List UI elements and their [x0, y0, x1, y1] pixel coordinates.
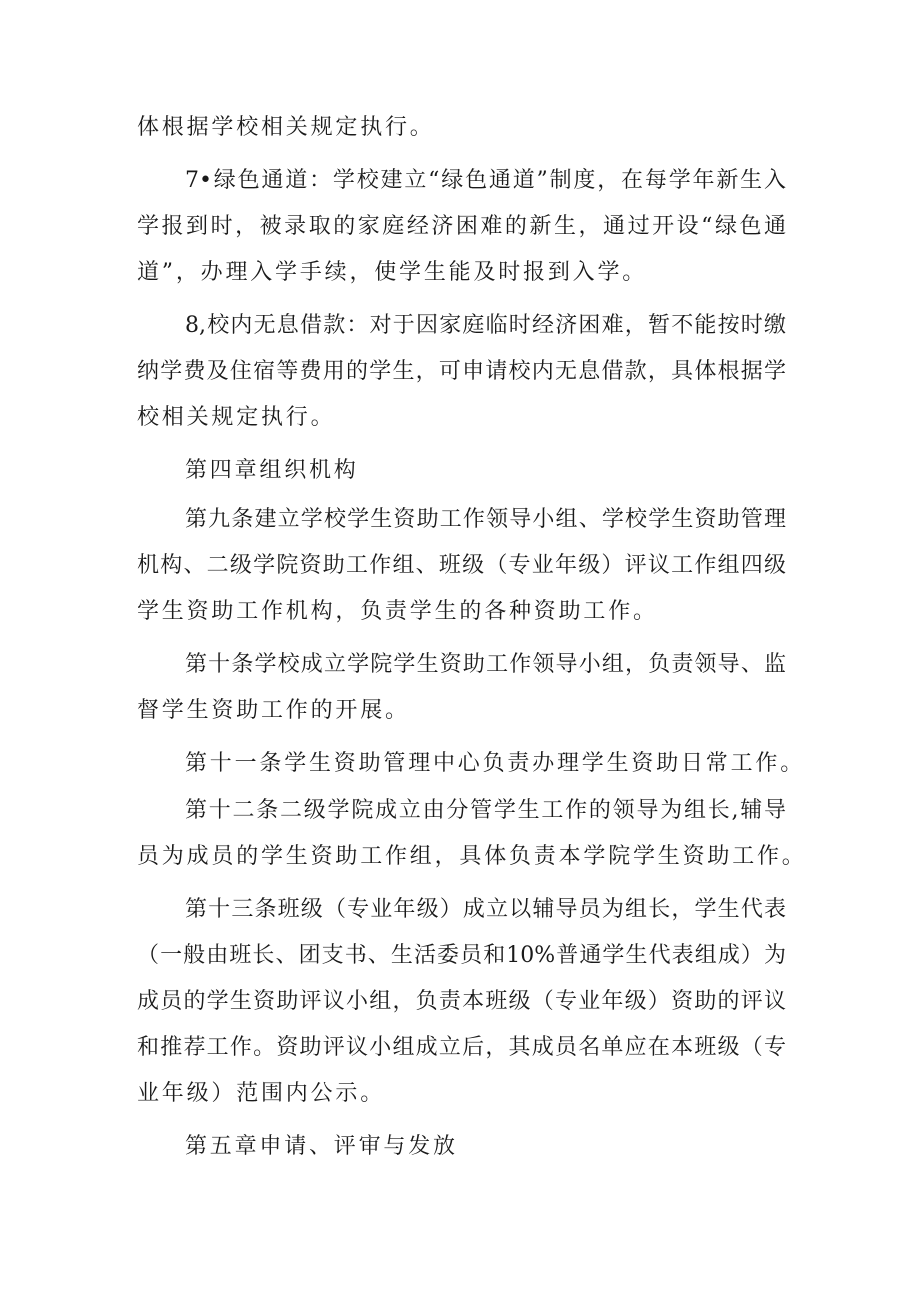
text-line: 道”，办理入学手续，使学生能及时报到入学。 — [137, 260, 648, 285]
text-line: 7•绿色通道：学校建立“绿色通道”制度，在每学年新生入 — [185, 168, 786, 193]
text-line: 第十三条班级（专业年级）成立以辅导员为组长，学生代表 — [185, 897, 786, 922]
text-line: （一般由班长、团支书、生活委员和10%普通学生代表组成）为 — [137, 943, 786, 968]
chapter-heading: 第五章申请、评审与发放 — [185, 1134, 458, 1159]
text-line: 学报到时，被录取的家庭经济困难的新生，通过开设“绿色通 — [137, 214, 786, 239]
text-line: 8,校内无息借款：对于因家庭临时经济困难，暂不能按时缴 — [185, 313, 786, 338]
text-line: 第十条学校成立学院学生资助工作领导小组，负责领导、监 — [185, 652, 786, 677]
text-line: 机构、二级学院资助工作组、班级（专业年级）评议工作组四级 — [137, 553, 786, 578]
text-line: 第九条建立学校学生资助工作领导小组、学校学生资助管理 — [185, 507, 786, 532]
text-line: 业年级）范围内公示。 — [137, 1081, 386, 1106]
text-line: 第十一条学生资助管理中心负责办理学生资助日常工作。 — [185, 751, 806, 776]
text-line: 员为成员的学生资助工作组，具体负责本学院学生资助工作。 — [137, 844, 807, 869]
text-line: 第十二条二级学院成立由分管学生工作的领导为组长,辅导 — [185, 798, 786, 823]
text-line: 纳学费及住宿等费用的学生，可申请校内无息借款，具体根据学 — [137, 359, 786, 384]
text-line: 体根据学校相关规定执行。 — [137, 115, 435, 140]
text-line: 校相关规定执行。 — [137, 405, 336, 430]
text-line: 督学生资助工作的开展。 — [137, 698, 410, 723]
text-line: 学生资助工作机构，负责学生的各种资助工作。 — [137, 599, 658, 624]
text-line: 和推荐工作。资助评议小组成立后，其成员名单应在本班级（专 — [137, 1035, 786, 1060]
text-line: 成员的学生资助评议小组，负责本班级（专业年级）资助的评议 — [137, 989, 786, 1014]
chapter-heading: 第四章组织机构 — [185, 458, 359, 483]
